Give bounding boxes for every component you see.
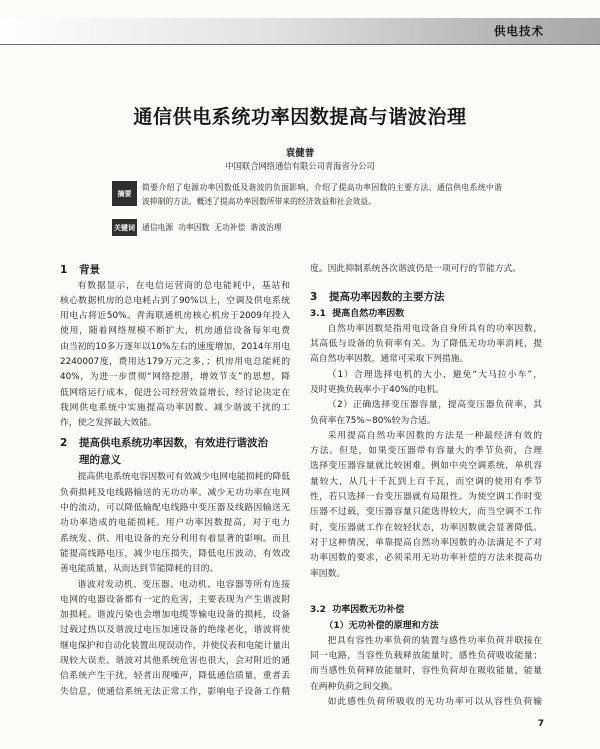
body-line: 核心数据机房的总电耗占到了90%以上，空调及供电系统	[60, 295, 290, 306]
body-line: 时，变压器就工作在较轻状态，功率因数就会显著降低。	[310, 522, 542, 533]
body-line: 有数据显示，在电信运营商的总电能耗中，基站和	[77, 280, 290, 291]
body-line: 由当初的10多万逐年以10%左右的速度增加，2014年用电	[60, 341, 290, 352]
body-line: 自然功率因数是指用电设备自身所具有的功率因数，	[327, 323, 542, 334]
body-line: （2）正确选择变压器容量，提高变压器负荷率，其	[327, 400, 542, 411]
body-line: 方法。但是，如果变压器带有容量大的季节负荷，合理	[310, 446, 542, 457]
body-line: 压器不过载，变压器容量只能选得较大，而当空调不工作	[310, 507, 542, 518]
body-line: 量较大，从几十千瓦到上百千瓦，而空调的使用有季节	[310, 476, 542, 487]
paragraph	[60, 279, 290, 432]
body-line: 同一电路，当容性负载释放能量时，感性负荷吸收能量；	[310, 651, 542, 662]
list-item	[310, 368, 542, 399]
keywords-text: 通信电源 功率因数 无功补偿 谐波治理	[142, 223, 282, 232]
paragraph	[310, 429, 542, 582]
page-number: 7	[537, 719, 544, 729]
body-line: 高自然功率因数，通常可采取下列措施。	[310, 354, 469, 365]
body-line: 使用，随着网络规模不断扩大，机房通信设备每年电费	[60, 326, 290, 337]
body-line: 系统发、供、用电设备的充分利用有着显著的影响。而且	[60, 533, 290, 544]
body-line: 而当感性负荷释放能量时，容性负荷却在吸收能量，能量	[310, 666, 542, 677]
section-title: 背景	[79, 264, 100, 276]
section-number: 1	[60, 264, 68, 276]
section-title: 提高功率因数的主要方法	[329, 291, 445, 304]
body-line: 谐波对发动机、变压器、电动机、电容器等所有连接	[77, 579, 290, 590]
body-line: 我网供电系统中实施提高功率因数、减少谐波干扰的工	[60, 402, 290, 413]
body-line: 继电保护和自动化装置出现误动作，并使仪表和电能计量出	[60, 640, 290, 651]
body-line: 负荷损耗及电线路输送的无功功率。减少无功功率在电网	[60, 487, 290, 498]
paragraph	[310, 695, 542, 710]
body-line: 对于这种情况，单靠提高自然功率因数的办法满足不了对	[310, 537, 542, 548]
running-header-band	[0, 18, 600, 45]
left-column	[60, 262, 290, 700]
right-column	[310, 262, 542, 710]
body-line: 性，若只选择一台变压器就有局限性。为使空调工作时变	[310, 492, 542, 503]
body-line: 失信息，使通信系统无法正常工作，影响电子设备工作精	[60, 686, 290, 697]
body-line: 率因数。	[310, 568, 346, 579]
body-line: 选择变压器容量就比较困难。例如中央空调系统，单机容	[310, 461, 542, 472]
body-line: 功功率造成的电能损耗。用户功率因数提高，对于电力	[60, 518, 290, 529]
abstract-text	[142, 181, 502, 209]
body-line: 能提高线路电压，减少电压损失，降低电压波动，有效改	[60, 548, 290, 559]
body-line: 如此感性负荷所吸收的无功功率可以从容性负荷输	[327, 697, 542, 708]
list-item	[310, 398, 542, 429]
section-heading-2	[60, 435, 290, 468]
keywords-label: 关键词	[112, 219, 137, 236]
subsection-heading-3-2: 3.2 功率因数无功补偿	[310, 604, 405, 615]
body-line: 及时更换负载率小于40%的电机。	[310, 384, 444, 395]
body-line: 加损耗。谐波污染也会增加电缆等输电设备的损耗，设备	[60, 610, 290, 621]
body-line: 善电能质量，从而达到节能降耗的目的。	[60, 564, 219, 575]
section-title-line: 提高供电系统功率因数，有效进行谐波治	[79, 437, 268, 450]
body-line: 现较大误差。谐波对其他系统危害也很大，会对附近的通	[60, 656, 290, 667]
body-line: 用电占将近50%。青海联通机房核心机房于2009年投入	[60, 311, 290, 322]
body-line: 低网络运行成本，促进公司经营效益增长，经讨论决定在	[60, 387, 290, 398]
section-number: 2	[60, 437, 68, 450]
body-line: 40%，为进一步贯彻“网络挖潜，增效节支”的思想，降	[60, 372, 290, 383]
abstract-line: 简要介绍了电源功率因数低及谐波的负面影响，介绍了提高功率因数的主要方法、通信供电系统中谐	[142, 183, 502, 192]
body-line: 在两种负荷之间交换。	[310, 681, 398, 692]
body-line: 度。因此抑制系统各次谐波仍是一项可行的节能方式。	[310, 264, 522, 274]
body-line: （1）合理选择电机的大小，避免“大马拉小车”，	[327, 369, 542, 380]
paragraph	[310, 634, 542, 695]
running-header-section: 供电技术	[494, 24, 544, 38]
subsection-heading-3-1: 3.1 提高自然功率因数	[310, 308, 405, 319]
body-line: 过载过热以及谐波过电压加速设备的绝缘老化，谐波将使	[60, 625, 290, 636]
body-line: 把具有容性功率负荷的装置与感性功率负荷并联接在	[327, 635, 542, 646]
section-heading-1	[60, 262, 290, 279]
body-line: 功率因数的要求，必须采用无功功率补偿的方法来提高功	[310, 553, 542, 564]
article-title: 通信供电系统功率因数提高与谐波治理	[133, 106, 467, 128]
abstract-line: 波抑制的方法，概述了提高功率因数所带来的经济效益和社会效益。	[142, 197, 376, 206]
body-line: 其高低与设备的负荷率有关。为了降低无功功率消耗，提	[310, 339, 542, 350]
paragraph	[60, 578, 290, 700]
body-line: 电网的电器设备都有一定的危害，主要表现为产生谐波附	[60, 594, 290, 605]
article-affiliation: 中国联合网络通信有限公司青海省分公司	[225, 161, 375, 171]
section-title-line: 理的意义	[79, 453, 121, 466]
paragraph	[310, 322, 542, 368]
body-line: 采用提高自然功率因数的方法是一种最经济有效的	[327, 430, 542, 441]
paragraph	[60, 470, 290, 577]
abstract-label: 摘要	[112, 181, 137, 206]
section-number: 3	[310, 291, 318, 304]
body-line: 信系统产生干扰，轻者出现噪声，降低通信质量，重者丢	[60, 671, 290, 682]
body-line: 负荷率在75%~80%较为合适。	[310, 415, 436, 426]
body-line: 2240007度，费用达179万元之多，；机房用电总能耗的	[60, 356, 290, 367]
body-line: 中的流动，可以降低输配电线路中变压器及线路因输送无	[60, 503, 290, 514]
body-line: 提高供电系统电容因数可有效减少电网电能损耗的降低	[77, 472, 290, 483]
subsubsection-heading: （1）无功补偿的原理和方法	[324, 620, 439, 631]
section-heading-3	[310, 289, 542, 306]
body-line: 作，使之发挥最大效能。	[60, 418, 157, 429]
article-author: 袁健普	[285, 148, 315, 159]
